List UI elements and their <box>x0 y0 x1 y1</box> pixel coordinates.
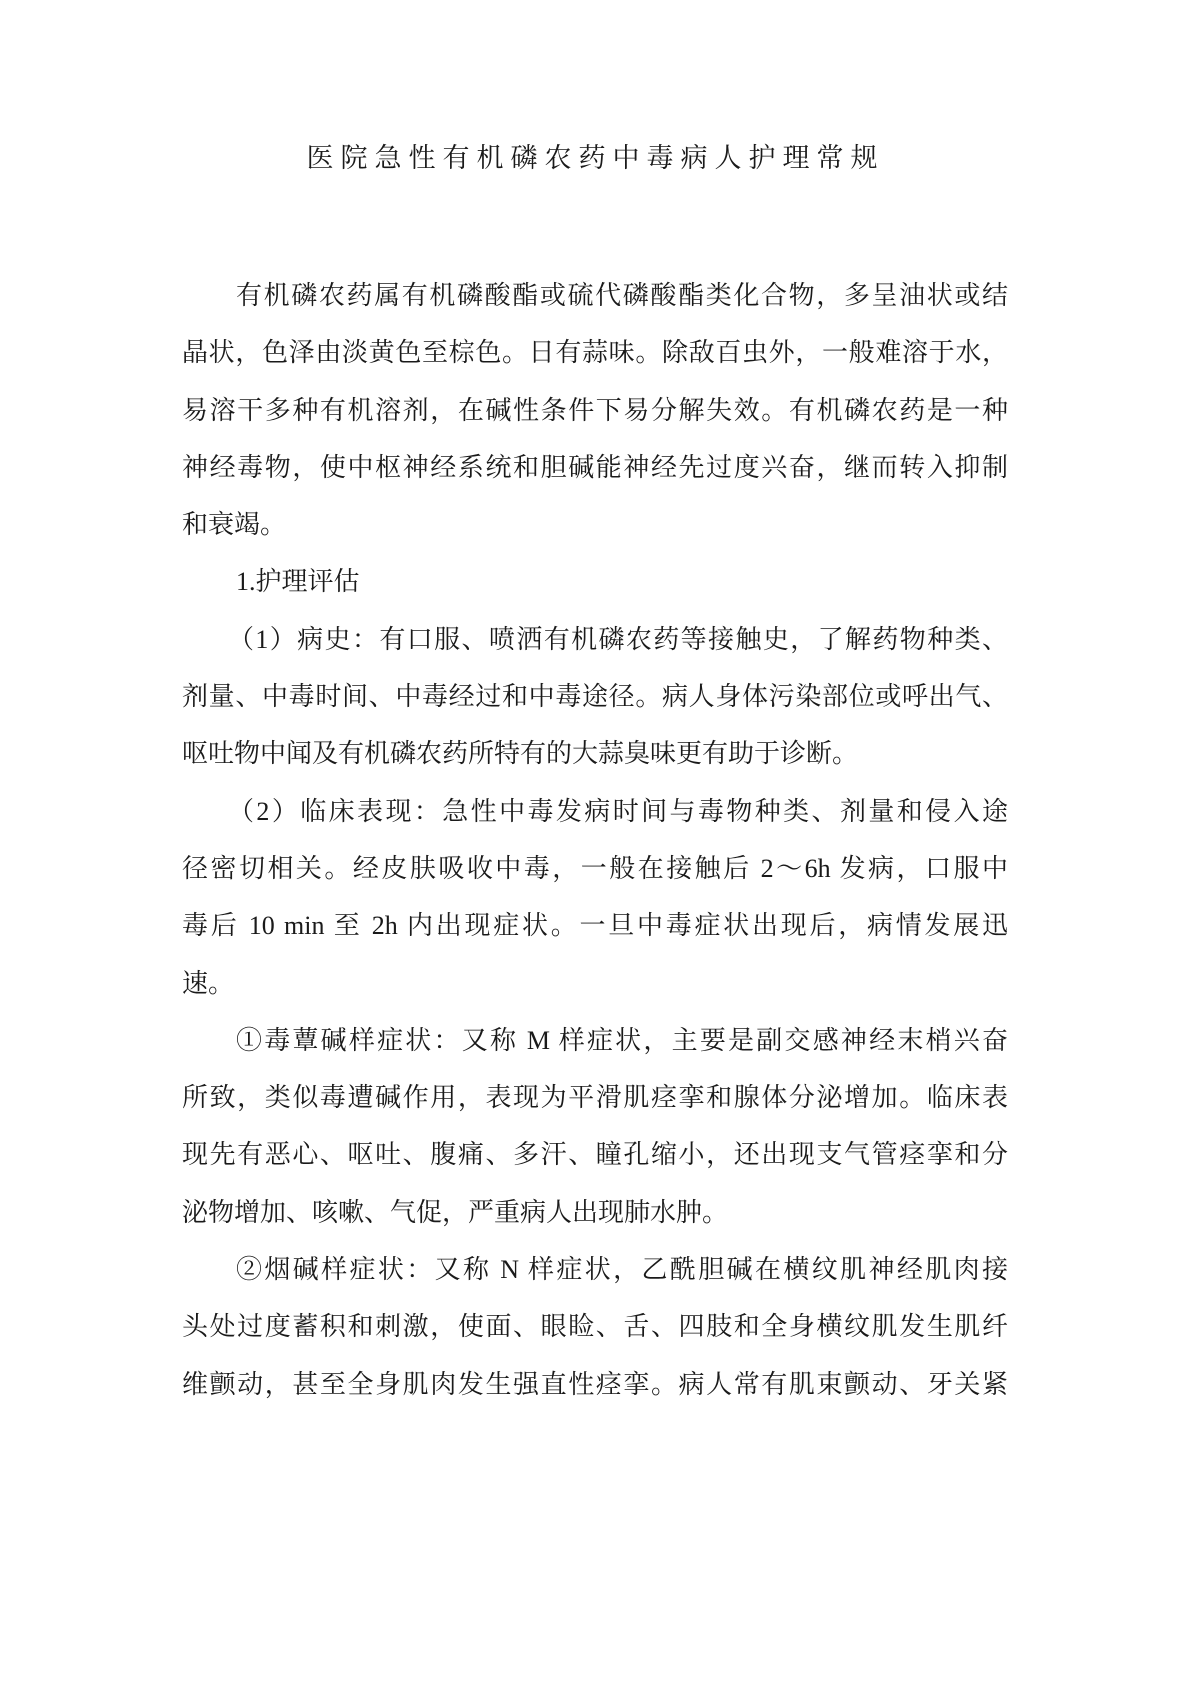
text-line: 维颤动，甚至全身肌肉发生强直性痉挛。病人常有肌束颤动、牙关紧 <box>182 1369 1008 1399</box>
section-heading-assessment <box>182 553 1008 610</box>
text-line: 径密切相关。经皮肤吸收中毒，一般在接触后 2～6h 发病，口服中 <box>182 853 1008 883</box>
page-title: 医院急性有机磷农药中毒病人护理常规 <box>306 143 885 173</box>
text-line: 剂量、中毒时间、中毒经过和中毒途径。病人身体污染部位或呼出气、 <box>182 682 1008 712</box>
document-body <box>182 267 1008 1413</box>
text-line: （1）病史：有口服、喷洒有机磷农药等接触史，了解药物种类、 <box>228 624 1008 654</box>
text-line: 泌物增加、咳嗽、气促，严重病人出现肺水肿。 <box>182 1197 729 1227</box>
paragraph-muscarinic-symptoms <box>182 1012 1008 1241</box>
paragraph-history <box>182 611 1008 783</box>
paragraph-clinical-manifestation <box>182 783 1008 1012</box>
text-line: 神经毒物，使中枢神经系统和胆碱能神经先过度兴奋，继而转入抑制 <box>182 452 1008 482</box>
text-line: 易溶干多种有机溶剂，在碱性条件下易分解失效。有机磷农药是一种 <box>182 395 1008 425</box>
paragraph-nicotinic-symptoms <box>182 1241 1008 1413</box>
text-line: 所致，类似毒遭碱作用，表现为平滑肌痉挛和腺体分泌增加。临床表 <box>182 1083 1008 1113</box>
text-line: 呕吐物中闻及有机磷农药所特有的大蒜臭味更有助于诊断。 <box>182 739 859 769</box>
text-line: 毒后 10 min 至 2h 内出现症状。一旦中毒症状出现后，病情发展迅 <box>182 911 1008 941</box>
text-line: ①毒蕈碱样症状：又称 M 样症状，主要是副交感神经末梢兴奋 <box>236 1025 1008 1055</box>
text-line: 现先有恶心、呕吐、腹痛、多汗、瞳孔缩小，还出现支气管痉挛和分 <box>182 1140 1008 1170</box>
text-line: 和衰竭。 <box>182 510 287 540</box>
text-line: 头处过度蓄积和刺激，使面、眼睑、舌、四肢和全身横纹肌发生肌纤 <box>182 1312 1008 1342</box>
text-line: 有机磷农药属有机磷酸酯或硫代磷酸酯类化合物，多呈油状或结 <box>236 281 1008 310</box>
text-line: ②烟碱样症状：又称 N 样症状，乙酰胆碱在横纹肌神经肌肉接 <box>236 1255 1008 1285</box>
paragraph-intro <box>182 267 1008 553</box>
text-line: 晶状，色泽由淡黄色至棕色。日有蒜味。除敌百虫外，一般难溶于水， <box>182 338 1008 368</box>
section-heading: 1.护理评估 <box>236 567 360 597</box>
text-line: （2）临床表现：急性中毒发病时间与毒物种类、剂量和侵入途 <box>228 796 1008 826</box>
text-line: 速。 <box>182 968 235 998</box>
